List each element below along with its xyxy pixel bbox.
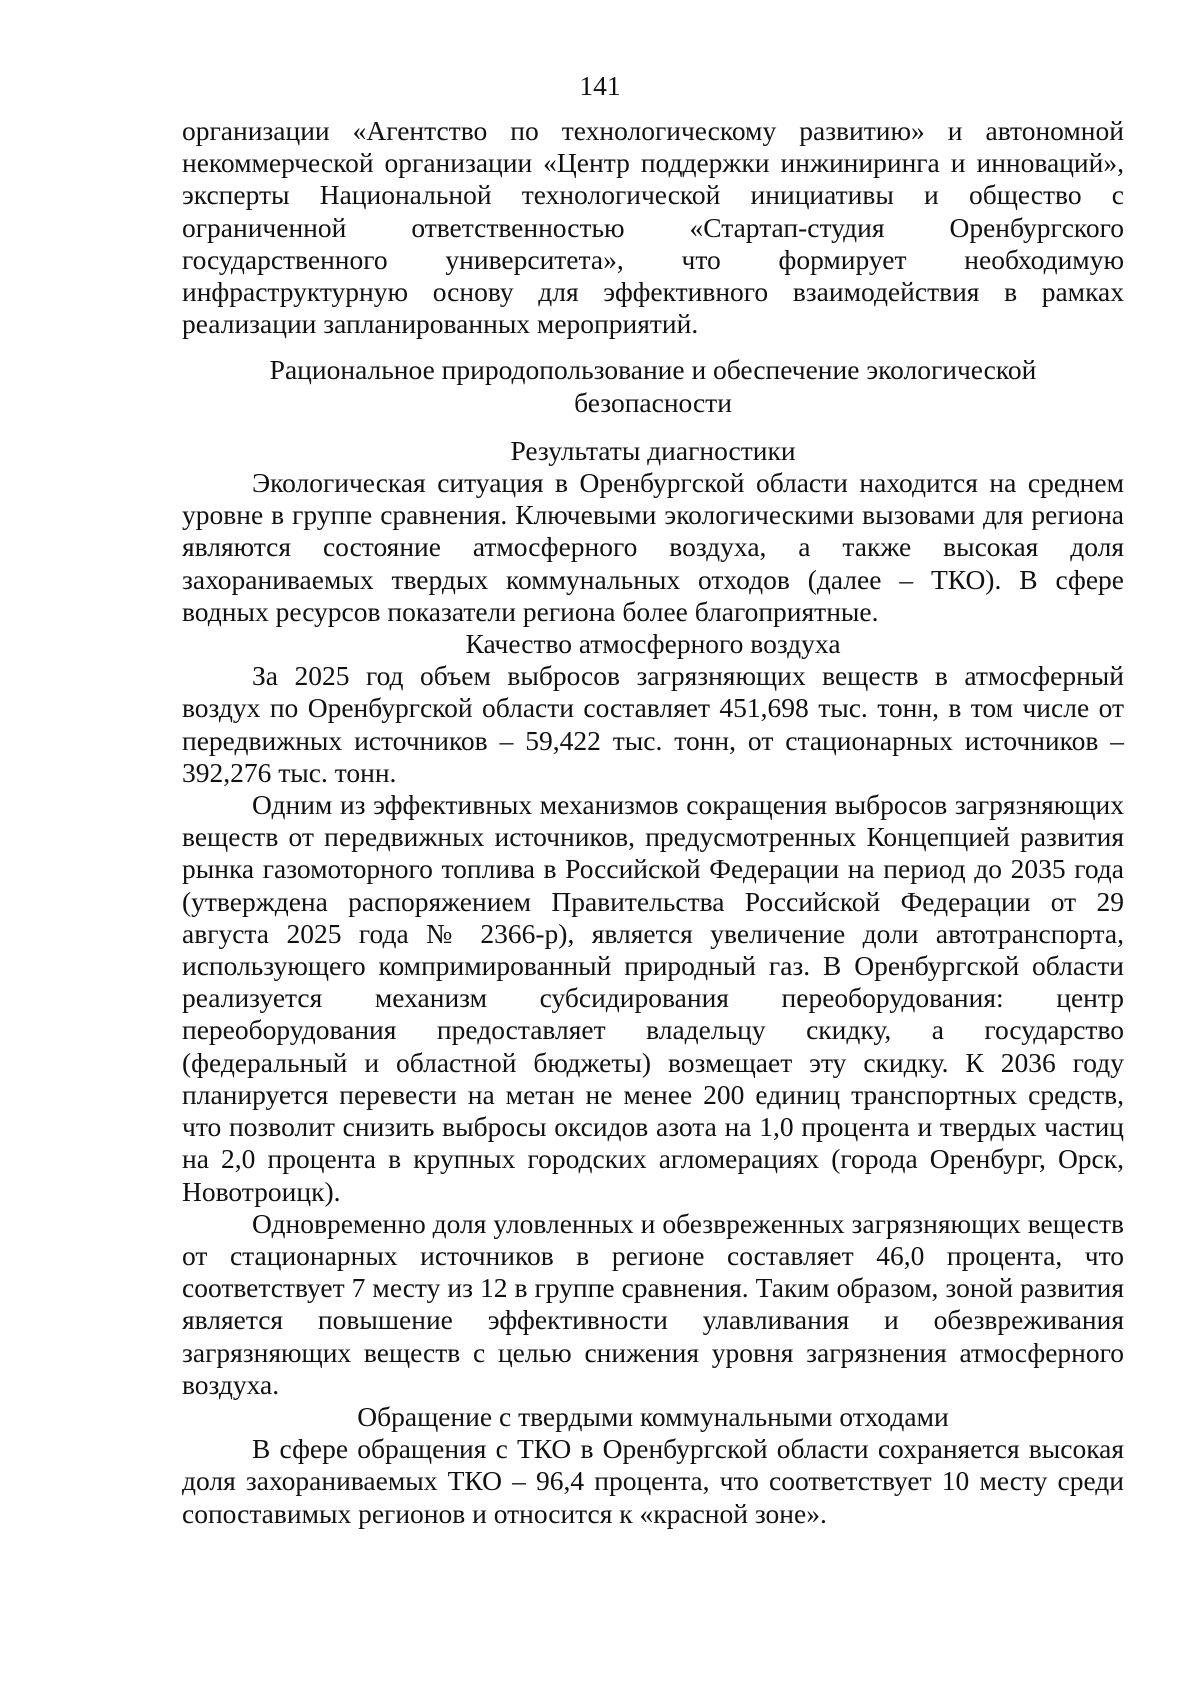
section-heading: Рациональное природопользование и обеспечение экологической безопасности <box>269 354 1037 418</box>
paragraph-infrastructure: организации «Агентство по технологическому развитию» и автономной некоммерческой организации «Центр поддержки инжиниринга и инноваций», эксперты Национальной технологической инициативы и общество с ограниченной ответственностью «Стартап-студия Оренбургского государственного университета», что формирует необходимую инфраструктурную основу для эффективного взаимодействия в рамках реализации запланированных мероприятий. <box>182 115 1124 340</box>
subheading-waste: Обращение с твердыми коммунальными отходами <box>357 1400 949 1432</box>
document-body <box>182 115 1124 1530</box>
paragraph-ecological-situation: Экологическая ситуация в Оренбургской области находится на среднем уровне в группе сравнения. Ключевыми экологическими вызовами для региона являются состояние атмосферного воздуха, а также высокая доля захораниваемых твердых коммунальных отходов (далее – ТКО). В сфере водных ресурсов показатели региона более благоприятные. <box>182 467 1124 627</box>
subheading-diagnostics: Результаты диагностики <box>510 434 796 466</box>
paragraph-waste: В сфере обращения с ТКО в Оренбургской области сохраняется высокая доля захораниваемых ТКО – 96,4 процента, что соответствует 10 месту среди сопоставимых регионов и относится к «красной зоне». <box>182 1433 1124 1529</box>
subheading-air-quality: Качество атмосферного воздуха <box>465 628 841 660</box>
page-number: 141 <box>579 70 621 101</box>
paragraph-emissions: За 2025 год объем выбросов загрязняющих веществ в атмосферный воздух по Оренбургской области составляет 451,698 тыс. тонн, в том числе от передвижных источников – 59,422 тыс. тонн, от стационарных источников – 392,276 тыс. тонн. <box>182 660 1124 788</box>
paragraph-gas-fuel: Одним из эффективных механизмов сокращения выбросов загрязняющих веществ от передвижных источников, предусмотренных Концепцией развития рынка газомоторного топлива в Российской Федерации на период до 2035 года (утверждена распоряжением Правительства Российской Федерации от 29 августа 2025 года № 2366-р), является увеличение доли автотранспорта, использующего компримированный природный газ. В Оренбургской области реализуется механизм субсидирования переоборудования: центр переоборудования предоставляет владельцу скидку, а государство (федеральный и областной бюджеты) возмещает эту скидку. К 2036 году планируется перевести на метан не менее 200 единиц транспортных средств, что позволит снизить выбросы оксидов азота на 1,0 процента и твердых частиц на 2,0 процента в крупных городских агломерациях (города Оренбург, Орск, Новотроицк). <box>182 789 1124 1207</box>
paragraph-stationary-sources: Одновременно доля уловленных и обезвреженных загрязняющих веществ от стационарных источников в регионе составляет 46,0 процента, что соответствует 7 месту из 12 в группе сравнения. Таким образом, зоной развития является повышение эффективности улавливания и обезвреживания загрязняющих веществ с целью снижения уровня загрязнения атмосферного воздуха. <box>182 1207 1124 1400</box>
